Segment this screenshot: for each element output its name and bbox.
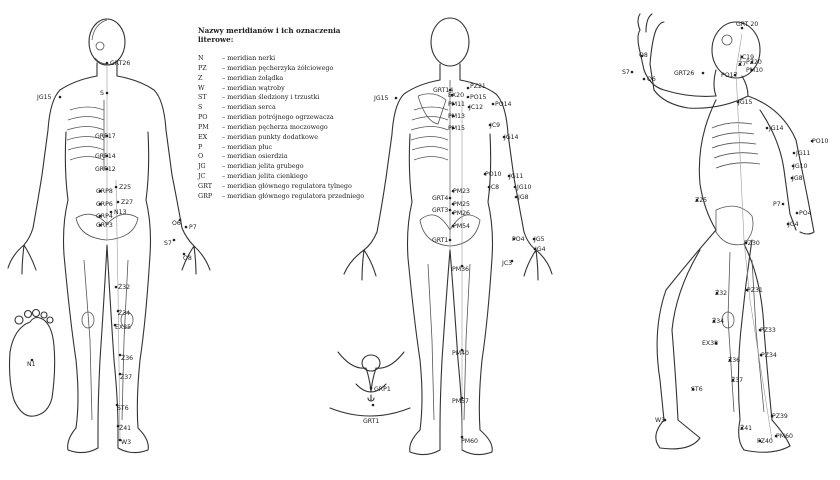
point-label: PO4 — [799, 210, 812, 217]
meridian-point — [106, 60, 131, 67]
point-label: GRT 20 — [736, 21, 759, 28]
meridian-point — [452, 223, 470, 230]
legend-item — [198, 172, 368, 182]
point-label: GRP3 — [96, 222, 113, 229]
legend-meaning: – meridian potrójnego ogrzewacza — [222, 113, 334, 122]
meridian-point — [183, 253, 192, 262]
meridian-point — [116, 404, 129, 412]
point-label: PM36 — [452, 266, 469, 273]
meridian-point — [467, 94, 487, 101]
legend-code: JC — [198, 172, 206, 181]
legend-item — [198, 152, 368, 162]
point-label: PM54 — [453, 223, 470, 230]
meridian-point — [737, 99, 753, 106]
meridian-point — [467, 83, 486, 90]
point-label: PM60 — [776, 433, 793, 440]
meridian-point — [363, 404, 379, 425]
meridian-points — [27, 21, 829, 446]
point-label: PZ21 — [470, 83, 486, 90]
meridian-point — [164, 239, 175, 247]
legend-item — [198, 133, 368, 143]
meridian-point — [503, 134, 519, 141]
point-dot — [782, 203, 785, 206]
perineum-inset — [330, 352, 410, 416]
point-label: PM25 — [453, 201, 470, 208]
point-label: JG10 — [793, 163, 808, 170]
point-label: Z7 — [738, 61, 747, 68]
point-label: N1 — [27, 361, 36, 368]
legend-meaning: – meridian nerki — [222, 54, 276, 62]
point-dot — [631, 71, 634, 74]
point-label: JG11 — [509, 173, 524, 180]
legend-code: GRT — [198, 181, 213, 190]
point-label: Ż34 — [712, 318, 725, 325]
point-label: PM15 — [448, 125, 465, 132]
legend-item — [198, 162, 368, 172]
point-dot — [115, 186, 118, 189]
meridian-point — [639, 52, 648, 59]
meridian-point — [114, 324, 131, 331]
meridian-point — [96, 201, 113, 208]
meridian-point — [117, 308, 130, 317]
point-label: JC19 — [740, 54, 755, 61]
meridian-point — [791, 175, 803, 182]
meridian-point — [715, 288, 727, 297]
meridian-point — [501, 260, 513, 267]
point-label: ST6 — [117, 405, 129, 412]
point-label: GRP8 — [96, 188, 113, 195]
point-label: Z27 — [121, 199, 134, 206]
legend-meaning: – meridian osierdzia — [222, 152, 288, 161]
point-label: GRT3 — [432, 207, 449, 214]
point-label: Ż37 — [120, 374, 133, 381]
point-dot — [372, 404, 375, 407]
legend-items — [198, 54, 368, 202]
meridian-point — [712, 316, 724, 325]
legend-code: P — [198, 142, 203, 151]
meridian-point — [452, 349, 469, 357]
point-label: O8 — [639, 52, 648, 59]
point-label: Ż41 — [119, 425, 132, 432]
point-label: PZ33 — [760, 327, 776, 334]
meridian-point — [702, 340, 718, 347]
meridian-legend — [198, 26, 368, 202]
point-label: Ż32 — [715, 290, 728, 297]
meridian-point — [115, 282, 130, 291]
meridian-point — [96, 213, 113, 220]
point-label: GRT4 — [432, 195, 449, 202]
point-label: JG15 — [37, 94, 52, 101]
front-figure — [8, 19, 210, 453]
point-dot — [514, 186, 517, 189]
meridian-point — [115, 184, 131, 191]
meridian-point — [461, 436, 478, 445]
meridian-point — [95, 166, 116, 173]
legend-item — [198, 103, 368, 113]
point-dot — [449, 239, 452, 242]
meridian-point — [728, 355, 740, 364]
meridian-point — [27, 359, 36, 368]
meridian-point — [95, 133, 116, 140]
legend-code: JG — [198, 162, 206, 171]
meridian-point — [674, 70, 704, 77]
legend-meaning: – meridian śledziony i trzustki — [222, 93, 320, 102]
meridian-point — [793, 150, 811, 157]
point-label: S7 — [622, 69, 630, 76]
legend-code: PZ — [198, 63, 207, 72]
point-label: EX35 — [115, 324, 132, 331]
point-label: PM13 — [448, 113, 465, 120]
legend-item — [198, 182, 368, 192]
point-label: PM40 — [452, 350, 469, 357]
legend-item — [198, 93, 368, 103]
point-label: PZ39 — [772, 413, 788, 420]
point-label: Z25 — [119, 184, 132, 191]
point-label: JC8 — [489, 184, 500, 191]
meridian-point — [811, 138, 829, 145]
point-dot — [117, 201, 120, 204]
point-label: PZ20 — [746, 59, 762, 66]
point-label: PO4 — [512, 236, 525, 243]
meridian-point — [119, 439, 131, 446]
point-dot — [515, 196, 518, 199]
point-label: JC3 — [502, 260, 513, 267]
legend-code: ST — [198, 93, 207, 102]
point-label: Ż41 — [740, 425, 753, 432]
point-label: PO10 — [485, 171, 502, 178]
legend-meaning: – meridian głównego regulatora tylnego — [222, 181, 352, 190]
meridian-point — [488, 184, 499, 191]
meridian-point — [691, 386, 703, 393]
meridian-point — [760, 352, 777, 359]
meridian-point — [119, 353, 133, 362]
point-label: JG14 — [769, 125, 784, 132]
point-label: O6 — [172, 220, 181, 227]
meridian-point — [36, 94, 61, 101]
point-dot — [467, 87, 470, 90]
meridian-point — [775, 433, 793, 440]
meridian-point — [643, 76, 656, 83]
legend-item — [198, 64, 368, 74]
point-dot — [449, 197, 452, 200]
point-label: GRP14 — [95, 153, 116, 160]
meridian-point — [484, 171, 502, 178]
meridian-point — [492, 101, 512, 108]
meridian-point — [452, 201, 470, 208]
meridian-point — [736, 21, 758, 29]
legend-code: S — [198, 103, 203, 112]
point-label: JG4 — [535, 246, 546, 253]
meridian-point — [448, 92, 464, 99]
point-dot — [59, 96, 62, 99]
legend-meaning: – meridian wątroby — [222, 83, 285, 92]
meridian-point — [448, 101, 465, 108]
meridian-point — [721, 72, 738, 79]
meridian-point — [731, 375, 743, 384]
point-label: PO10 — [812, 138, 829, 145]
point-label: PO14 — [495, 101, 512, 108]
point-label: PZ34 — [761, 352, 777, 359]
point-label: ST6 — [691, 386, 703, 393]
point-label: PO17 — [721, 72, 738, 79]
point-dot — [643, 78, 646, 81]
legend-item — [198, 74, 368, 84]
point-label: PO15 — [470, 94, 487, 101]
point-label: JG8 — [792, 175, 803, 182]
legend-meaning: – meridian jelita grubego — [222, 162, 304, 171]
meridian-point — [655, 417, 666, 424]
point-label: GRT1 — [363, 418, 380, 425]
legend-item — [198, 192, 368, 202]
point-label: Ż34 — [118, 310, 131, 317]
side-figure — [638, 14, 814, 452]
meridian-point — [740, 423, 752, 432]
point-label: N13 — [114, 209, 127, 216]
meridian-point — [432, 237, 451, 244]
point-label: S — [100, 90, 104, 97]
meridian-point — [744, 240, 760, 247]
point-dot — [106, 92, 109, 95]
point-label: PM57 — [452, 398, 469, 405]
point-label: W3 — [655, 417, 666, 424]
meridian-point — [172, 219, 181, 227]
point-label: Ż32 — [118, 284, 131, 291]
meridian-point — [771, 413, 788, 420]
meridian-point — [373, 95, 397, 102]
meridian-point — [533, 236, 545, 243]
point-label: EX38 — [702, 340, 719, 347]
meridian-point — [746, 59, 762, 66]
meridian-point — [508, 173, 524, 180]
meridian-point — [512, 236, 525, 243]
legend-code: Z — [198, 73, 203, 82]
legend-meaning: – meridian serca — [222, 103, 276, 112]
legend-code: PO — [198, 113, 208, 122]
point-label: PM23 — [453, 188, 470, 195]
point-label: JG15 — [374, 95, 389, 102]
point-label: JG5 — [534, 236, 545, 243]
point-label: GRP17 — [95, 133, 116, 140]
point-label: S7 — [164, 240, 172, 247]
meridian-point — [452, 210, 470, 217]
legend-item — [198, 143, 368, 153]
point-label: JG4 — [788, 221, 799, 228]
legend-meaning: – meridian punkty dodatkowe — [222, 132, 319, 141]
point-dot — [449, 209, 452, 212]
legend-item — [198, 123, 368, 133]
legend-meaning: – meridian głównego regulatora przedniego — [222, 191, 365, 200]
point-label: PZ31 — [747, 287, 763, 294]
point-label: P7 — [773, 201, 781, 208]
point-label: GRT26 — [674, 70, 695, 77]
point-label: JG8 — [518, 194, 529, 201]
meridian-point — [117, 199, 133, 206]
point-label: PM26 — [453, 210, 470, 217]
meridian-point — [119, 372, 132, 381]
legend-code: N — [198, 54, 204, 62]
legend-code: EX — [198, 132, 208, 141]
legend-code: PM — [198, 122, 209, 131]
legend-meaning: – meridian pęcherzyka żółciowego — [222, 63, 334, 72]
meridian-point — [96, 188, 113, 195]
meridian-point — [452, 188, 470, 195]
point-dot — [173, 239, 176, 242]
point-label: GRP6 — [96, 201, 113, 208]
point-label: PM60 — [461, 438, 478, 445]
legend-meaning: – meridian płuc — [222, 142, 273, 151]
meridian-point — [432, 207, 451, 214]
point-label: JC9 — [490, 122, 501, 129]
point-dot — [492, 103, 495, 106]
meridian-point — [514, 184, 532, 191]
meridian-point — [766, 125, 784, 132]
point-label: PZ30 — [744, 240, 760, 247]
point-label: Ż37 — [731, 377, 744, 384]
point-label: JC12 — [469, 104, 484, 111]
meridian-point — [452, 397, 469, 405]
meridian-point — [757, 438, 773, 445]
meridian-point — [432, 195, 451, 202]
point-dot — [395, 97, 398, 100]
point-dot — [796, 212, 799, 215]
point-label: JG10 — [517, 184, 532, 191]
point-dot — [106, 62, 109, 65]
meridian-point — [95, 153, 116, 160]
meridian-point — [746, 287, 763, 294]
point-dot — [185, 226, 188, 229]
legend-item — [198, 54, 368, 64]
point-label: JG15 — [738, 99, 753, 106]
point-label: GRP1 — [374, 386, 391, 393]
meridian-point — [448, 113, 465, 120]
meridian-point — [773, 201, 784, 208]
meridian-point — [96, 222, 113, 229]
legend-code: O — [198, 152, 204, 161]
point-dot — [467, 96, 470, 99]
point-label: GRT14 — [433, 87, 454, 94]
point-label: JG11 — [796, 150, 811, 157]
meridian-point — [468, 104, 483, 111]
meridian-point — [534, 246, 546, 253]
legend-item — [198, 84, 368, 94]
point-dot — [370, 387, 373, 390]
legend-item — [198, 113, 368, 123]
point-dot — [702, 72, 705, 75]
meridian-point — [489, 122, 500, 129]
meridian-point — [746, 67, 763, 74]
meridian-point — [695, 197, 707, 204]
point-label: Ż36 — [728, 357, 741, 364]
legend-meaning: – meridian pęcherza moczowego — [222, 122, 328, 131]
point-label: PZ40 — [757, 438, 773, 445]
point-label: GRT1 — [432, 237, 449, 244]
meridian-point — [448, 125, 465, 132]
point-label: O6 — [647, 76, 656, 83]
meridian-point — [792, 163, 808, 170]
meridian-point — [738, 61, 746, 68]
point-label: W3 — [121, 439, 132, 446]
meridian-point — [759, 327, 776, 334]
point-dot — [766, 127, 769, 130]
meridian-point — [117, 423, 131, 432]
point-label: JG14 — [504, 134, 519, 141]
legend-code: W — [198, 83, 205, 92]
point-label: GRP4 — [96, 213, 113, 220]
meridian-point — [185, 224, 197, 231]
meridian-point — [622, 69, 633, 76]
point-dot — [793, 152, 796, 155]
point-label: O8 — [183, 255, 192, 262]
legend-meaning: – meridian jelita cienkiego — [222, 172, 308, 181]
meridian-point — [452, 265, 469, 273]
point-label: P7 — [189, 224, 197, 231]
point-label: Z25 — [695, 197, 708, 204]
meridian-point — [787, 221, 799, 228]
legend-code: GRP — [198, 191, 213, 200]
point-label: GRP12 — [95, 166, 116, 173]
point-label: GRT26 — [110, 60, 131, 67]
point-dot — [115, 286, 118, 289]
meridian-point — [796, 210, 812, 217]
point-label: PM11 — [448, 101, 465, 108]
point-label: EX20 — [448, 92, 465, 99]
point-label: Ż36 — [121, 355, 134, 362]
legend-meaning: – meridian żołądka — [222, 73, 284, 82]
point-label: PM10 — [746, 67, 763, 74]
legend-title: Nazwy meridianów i ich oznaczenia literowe: — [198, 26, 341, 44]
